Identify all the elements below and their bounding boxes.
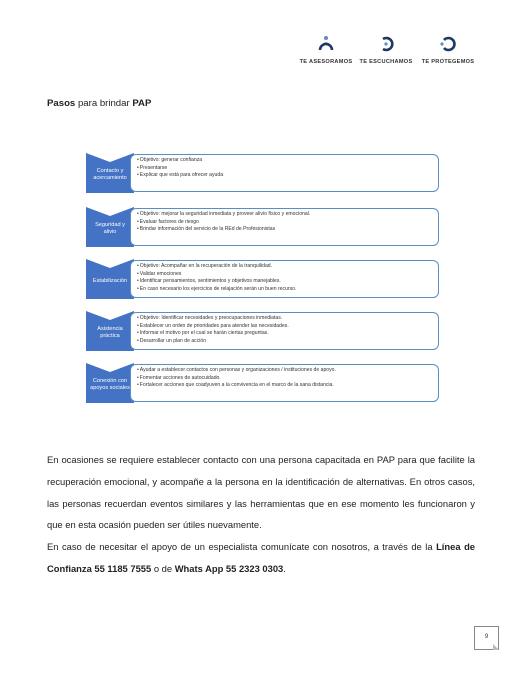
step-item: • En caso necesario los ejercicios de relajación serán un buen recurso. [137, 286, 432, 294]
logo-te-escuchamos [356, 34, 416, 65]
step-chevron [86, 259, 134, 299]
logo-label: TE ESCUCHAMOS [359, 59, 413, 65]
page-number: 9 [484, 634, 489, 640]
step-chevron [86, 311, 134, 351]
pap-steps-diagram [86, 153, 440, 415]
step-label: Contacto y acercamiento [93, 168, 127, 181]
step-item: • Presentarse [137, 165, 432, 173]
p2-mid: o de [151, 562, 175, 574]
step-item: • Desarrollar un plan de acción [137, 338, 432, 346]
step-label: Estabilización [92, 277, 128, 284]
step-label: Seguridad y alivio [95, 222, 125, 235]
logo-label: TE PROTEGEMOS [421, 59, 475, 65]
step-item: • Brindar información del servicio de la REd de Profesionistas [137, 226, 432, 234]
escuchamos-logo-icon [356, 34, 416, 54]
p2-end: . [283, 562, 286, 574]
step-label: Conexión con apoyos sociales [90, 378, 130, 391]
logo-label: TE ASESORAMOS [299, 59, 353, 65]
protegemos-logo-icon [418, 34, 478, 54]
step-chevron [86, 363, 134, 403]
step-item: • Identificar pensamientos, sentimientos y objetivos manejables. [137, 278, 432, 286]
step-box [130, 364, 439, 402]
step-estabilizacion [86, 259, 440, 299]
title-bold-pasos: Pasos [47, 98, 76, 109]
logo-te-protegemos [418, 34, 478, 65]
body-text [47, 449, 475, 580]
logo-te-asesoramos [296, 34, 356, 65]
step-item: • Informar el motivo por el cual se harán ciertas preguntas. [137, 330, 432, 338]
step-item: • Validar emociones [137, 271, 432, 279]
step-box [130, 208, 439, 246]
step-item: • Establecer un orden de prioridades para atender las necesidades. [137, 323, 432, 331]
step-seguridad [86, 207, 440, 247]
step-item: • Ayudar a establecer contactos con personas y organizaciones / instituciones de apoyo. [137, 367, 432, 375]
paragraph-1: En ocasiones se requiere establecer contacto con una persona capacitada en PAP para que facilite la recuperación emocional, y acompañe a la persona en la identificación de alternativas. En otros casos, las personas recuerdan eventos similares y las herramientas que en ese momento les funcionaron y que en esta ocasión pueden ser útiles nuevamente. [47, 454, 475, 531]
p2-start: En caso de necesitar el apoyo de un especialista comunícate con nosotros, a través de la [47, 541, 437, 553]
step-box [130, 312, 439, 350]
step-chevron [86, 207, 134, 247]
step-chevron [86, 153, 134, 193]
title-middle: para brindar [75, 98, 133, 109]
step-label: Asistencia práctica [97, 326, 123, 339]
step-contacto [86, 153, 440, 193]
whats-app-number: Whats App 55 2323 0303 [174, 562, 284, 574]
step-item: • Objetivo: Acompañar en la recuperación de la tranquilidad. [137, 263, 432, 271]
page-number-box [474, 626, 499, 650]
step-item: • Fomentar acciones de autocuidado. [137, 375, 432, 383]
header-logos [296, 34, 496, 74]
step-item: • Objetivo: mejorar la seguridad inmediata y proveer alivio físico y emocional. [137, 211, 432, 219]
section-title [47, 98, 151, 109]
page-fold-icon [493, 644, 499, 650]
asesoramos-logo-icon [296, 34, 356, 54]
linea-de-confianza: Línea de Confianza 55 1185 7555 [47, 541, 476, 574]
step-conexion [86, 363, 440, 403]
title-bold-pap: PAP [132, 98, 152, 109]
step-item: • Explicar que está para ofrecer ayuda [137, 172, 432, 180]
step-item: • Fortalecer acciones que coadyuven a la convivencia en el marco de la sana distancia. [137, 382, 432, 390]
step-box [130, 154, 439, 192]
paragraph-2 [47, 536, 475, 580]
step-item: • Objetivo: Identificar necesidades y preocupaciones inmediatas. [137, 315, 432, 323]
step-asistencia [86, 311, 440, 351]
step-item: • Evaluar factores de riesgo [137, 219, 432, 227]
step-box [130, 260, 439, 298]
step-item: • Objetivo: generar confianza [137, 157, 432, 165]
